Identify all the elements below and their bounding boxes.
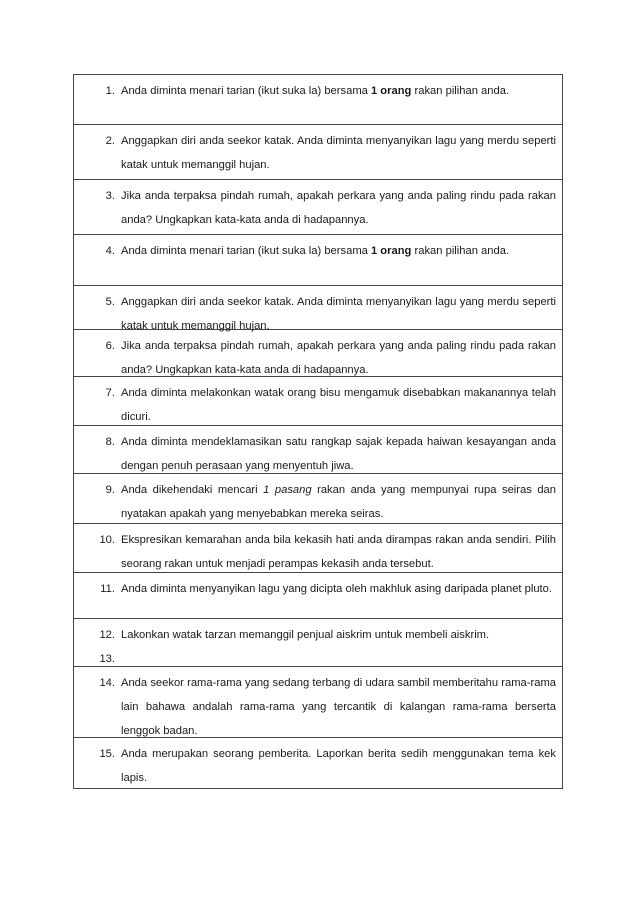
item-text: Anda seekor rama-rama yang sedang terbang di udara sambil memberitahu rama-rama lain bahawa andalah rama-rama yang tercantik di kalangan rama-rama berserta lenggok badan. [121, 677, 556, 737]
item-text: Lakonkan watak tarzan memanggil penjual aiskrim untuk membeli aiskrim. [121, 629, 490, 641]
table-row [74, 75, 562, 125]
item-text: Anda diminta menyanyikan lagu yang dicipta oleh makhluk asing daripada planet pluto. [121, 583, 552, 595]
item-number: 1. [105, 85, 115, 97]
table-row [74, 377, 562, 426]
item-number: 2. [105, 135, 115, 147]
item-number: 10. [99, 534, 115, 546]
table-row [74, 180, 562, 235]
item-text: Anda diminta melakonkan watak orang bisu mengamuk disebabkan makanannya telah dicuri. [121, 387, 556, 423]
table-row [74, 738, 562, 788]
item-number: 5. [105, 296, 115, 308]
item-number: 7. [105, 387, 115, 399]
table-row [74, 235, 562, 286]
table-row [74, 619, 562, 667]
item-text: Anggapkan diri anda seekor katak. Anda diminta menyanyikan lagu yang merdu seperti katak untuk memanggil hujan. [121, 296, 556, 332]
item-text: Anda diminta menari tarian (ikut suka la) bersama 1 orang rakan pilihan anda. [121, 245, 510, 257]
item-text: Anda diminta menari tarian (ikut suka la) bersama 1 orang rakan pilihan anda. [121, 85, 510, 97]
item-number: 8. [105, 436, 115, 448]
task-table [73, 74, 563, 789]
table-row [74, 426, 562, 474]
item-number: 13. [99, 653, 115, 665]
item-text: Jika anda terpaksa pindah rumah, apakah perkara yang anda paling rindu pada rakan anda? Ungkapkan kata-kata anda di hadapannya. [121, 190, 556, 226]
item-text: Anggapkan diri anda seekor katak. Anda diminta menyanyikan lagu yang merdu seperti katak untuk memanggil hujan. [121, 135, 556, 171]
item-text: Ekspresikan kemarahan anda bila kekasih hati anda dirampas rakan anda sendiri. Pilih seorang rakan untuk menjadi perampas kekasih anda tersebut. [121, 534, 556, 570]
table-row [74, 286, 562, 330]
table-row [74, 573, 562, 619]
item-text: Anda dikehendaki mencari 1 pasang rakan anda yang mempunyai rupa seiras dan nyatakan apakah yang menyebabkan mereka seiras. [121, 484, 556, 520]
item-number: 15. [99, 748, 115, 760]
item-number: 11. [100, 583, 115, 595]
item-number: 4. [105, 245, 115, 257]
table-row [74, 125, 562, 180]
item-text: Jika anda terpaksa pindah rumah, apakah perkara yang anda paling rindu pada rakan anda? Ungkapkan kata-kata anda di hadapannya. [121, 340, 556, 376]
item-number: 14. [99, 677, 115, 689]
item-text: Anda merupakan seorang pemberita. Laporkan berita sedih menggunakan tema kek lapis. [121, 748, 556, 784]
item-number: 12. [99, 629, 115, 641]
item-text: Anda diminta mendeklamasikan satu rangkap sajak kepada haiwan kesayangan anda dengan penuh perasaan yang menyentuh jiwa. [121, 436, 556, 472]
table-row [74, 524, 562, 573]
item-number: 6. [105, 340, 115, 352]
item-number: 9. [105, 484, 115, 496]
table-row [74, 474, 562, 524]
item-number: 3. [105, 190, 115, 202]
table-row [74, 667, 562, 738]
table-row [74, 330, 562, 377]
